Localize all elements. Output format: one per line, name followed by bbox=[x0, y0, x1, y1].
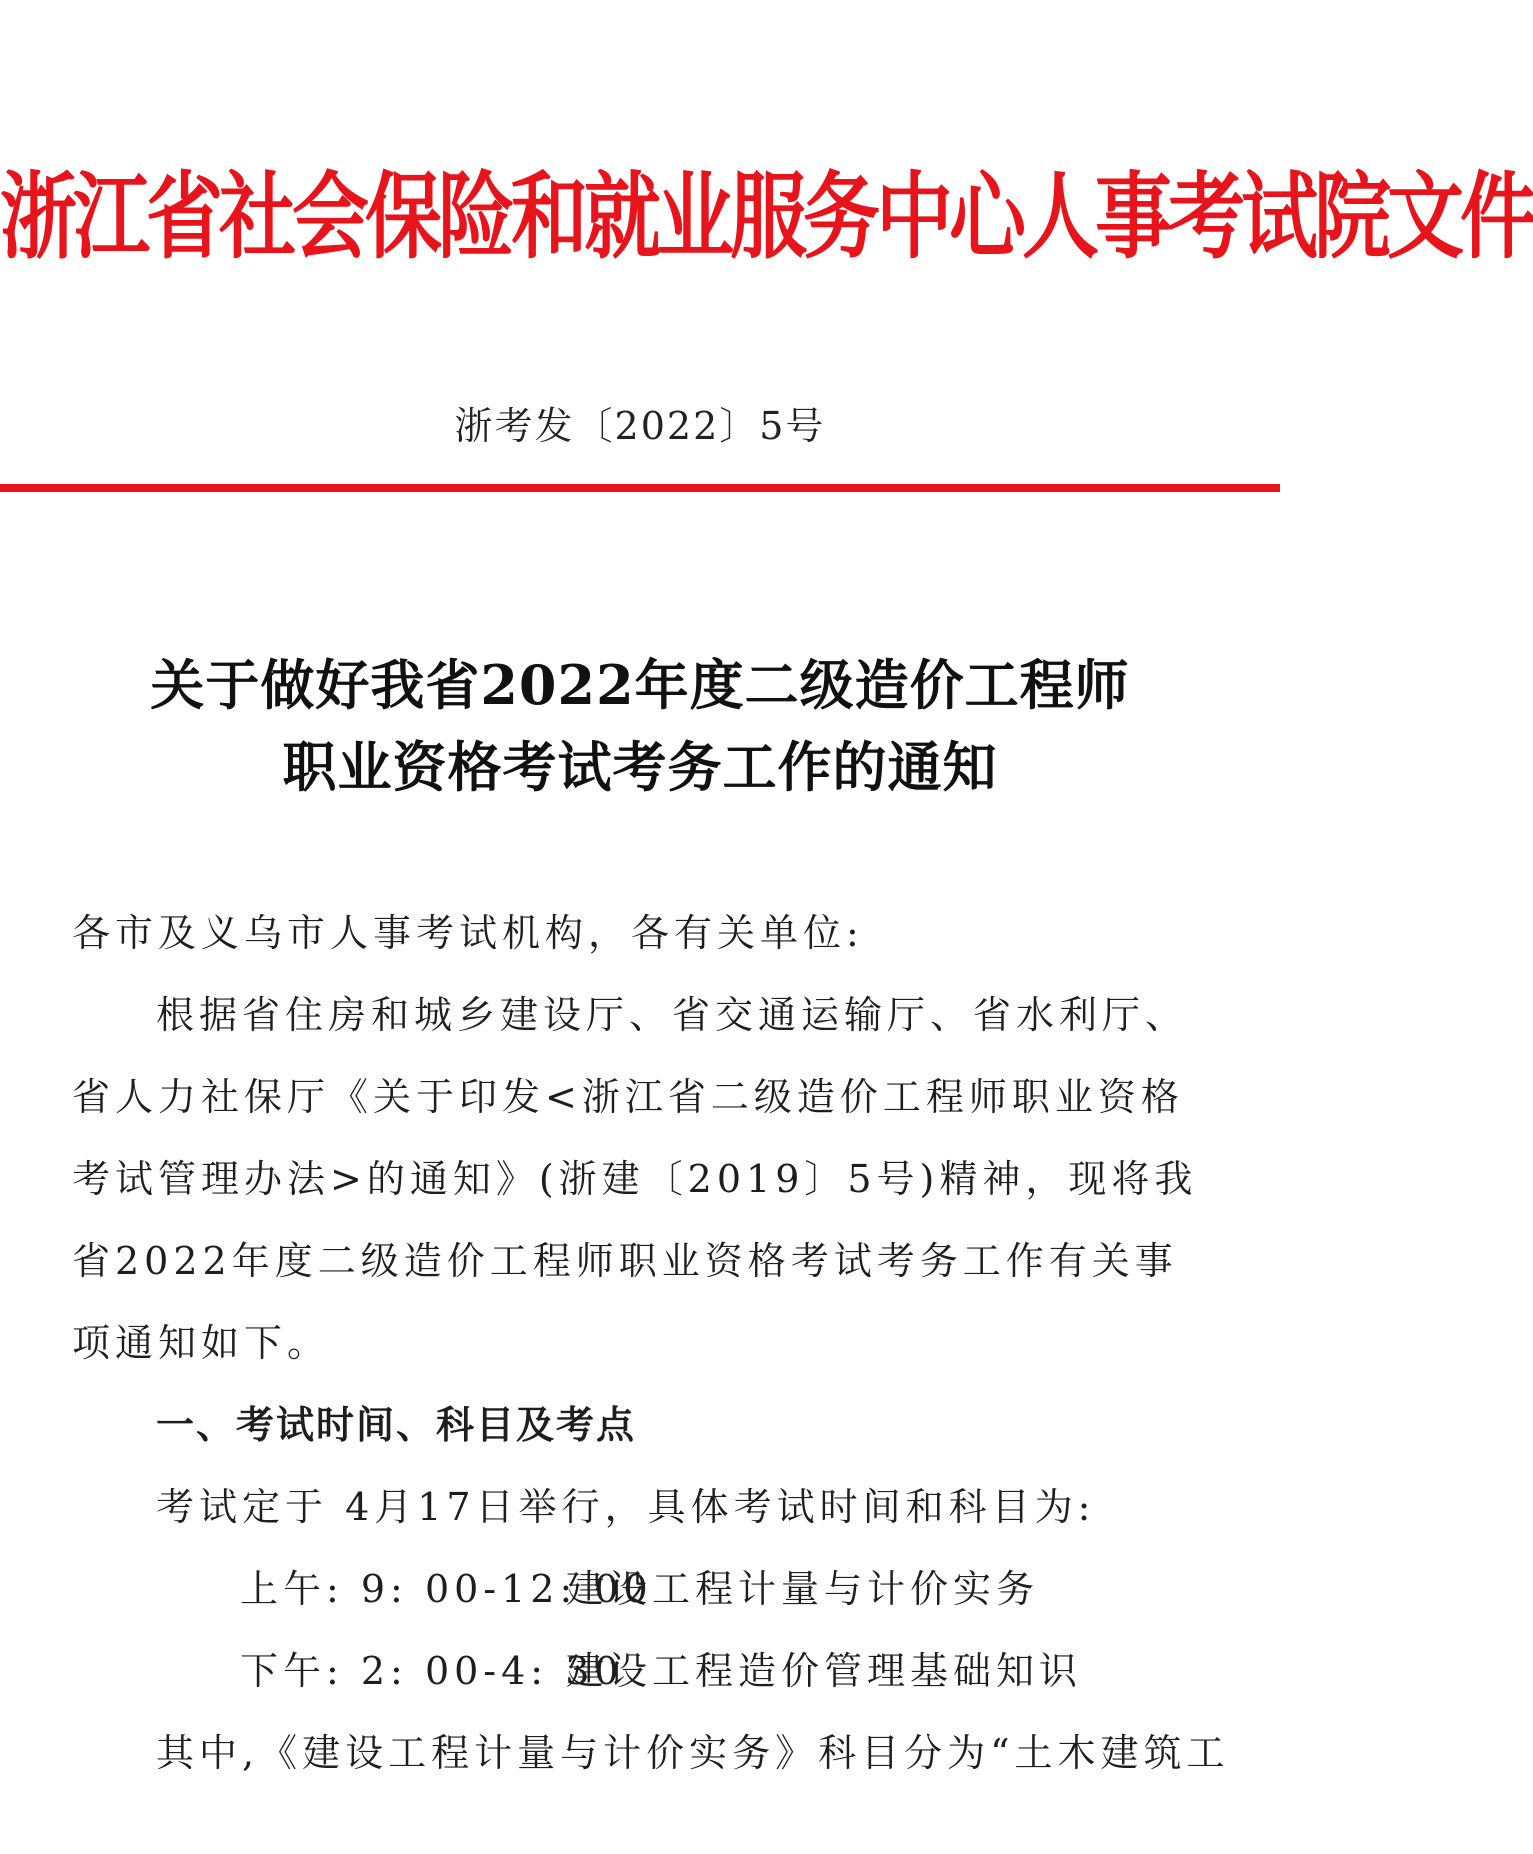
notice-title-line-2: 职业资格考试考务工作的通知 bbox=[282, 735, 998, 799]
document-body bbox=[72, 892, 1230, 1794]
schedule-subject: 建设工程造价管理基础知识 bbox=[566, 1649, 1083, 1693]
schedule-time: 上午: 9: 00-12: 00 bbox=[240, 1567, 653, 1611]
document-number: 浙考发〔2022〕5号 bbox=[454, 404, 826, 448]
paragraph-basis: 根据省住房和城乡建设厅、省交通运输厅、省水利厅、省人力社保厅《关于印发<浙江省二级造价工程师职业资格考试管理办法>的通知》(浙建〔2019〕5号)精神，现将我省2022年度二级造价工程师职业资格考试考务工作有关事项通知如下。 bbox=[72, 993, 1198, 1365]
schedule-row-morning bbox=[72, 1548, 1208, 1630]
salutation: 各市及义乌市人事考试机构，各有关单位: bbox=[72, 911, 864, 955]
schedule-time: 下午: 2: 00-4: 30 bbox=[240, 1649, 624, 1693]
schedule-subject: 建设工程计量与计价实务 bbox=[566, 1567, 1040, 1611]
notice-title-line-1: 关于做好我省2022年度二级造价工程师 bbox=[150, 653, 1130, 717]
schedule-row-afternoon bbox=[72, 1630, 1208, 1712]
exam-date-line: 考试定于 4月17日举行，具体考试时间和科目为: bbox=[156, 1485, 1096, 1529]
red-divider-rule bbox=[0, 484, 1280, 492]
issuer-title: 浙江省社会保险和就业服务中心人事考试院文件 bbox=[0, 162, 1533, 272]
section-heading-exam-time: 一、考试时间、科目及考点 bbox=[156, 1403, 637, 1447]
notice-title bbox=[0, 644, 1280, 808]
paragraph-subject-split: 其中,《建设工程计量与计价实务》科目分为“土木建筑工 bbox=[156, 1731, 1230, 1775]
